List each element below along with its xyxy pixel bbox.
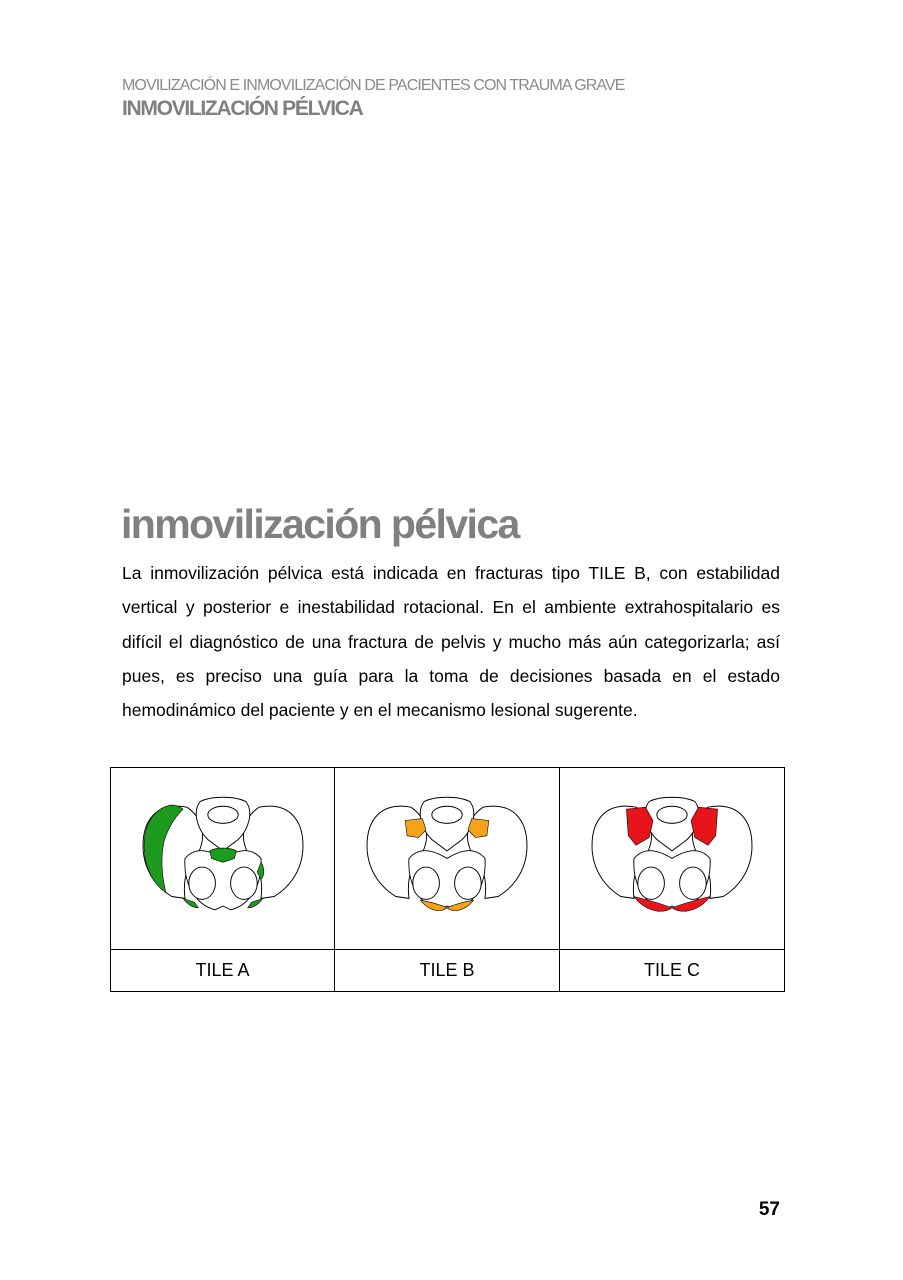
- tile-a-label: TILE A: [111, 950, 335, 992]
- tile-b-image-cell: [335, 768, 560, 950]
- page-number: 57: [758, 1199, 780, 1220]
- tile-c-label: TILE C: [560, 950, 785, 992]
- section-title: inmovilización pélvica: [121, 501, 519, 547]
- pelvis-tile-b-icon: [352, 791, 542, 926]
- tile-labels-row: [111, 950, 785, 992]
- running-header: [122, 76, 782, 122]
- tile-c-image-cell: [560, 768, 785, 950]
- tile-images-row: [111, 768, 785, 950]
- tile-a-image-cell: [111, 768, 335, 950]
- header-book-title: MOVILIZACIÓN E INMOVILIZACIÓN DE PACIENTES CON TRAUMA GRAVE: [122, 77, 625, 94]
- body-paragraph: La inmovilización pélvica está indicada en fracturas tipo TILE B, con estabilidad vertical y posterior e inestabilidad rotacional. En el ambiente extrahospitalario es difícil el diagnóstico de una fractura de pelvis y mucho más aún categorizarla; así pues, es preciso una guía para la toma de decisiones basada en el estado hemodinámico del paciente y en el mecanismo lesional sugerente.: [122, 563, 780, 721]
- pelvis-tile-a-icon: [128, 791, 318, 926]
- tile-classification-table: [110, 767, 785, 992]
- pelvis-tile-c-icon: [577, 791, 767, 926]
- header-chapter-title: INMOVILIZACIÓN PÉLVICA: [122, 97, 363, 120]
- tile-b-label: TILE B: [335, 950, 560, 992]
